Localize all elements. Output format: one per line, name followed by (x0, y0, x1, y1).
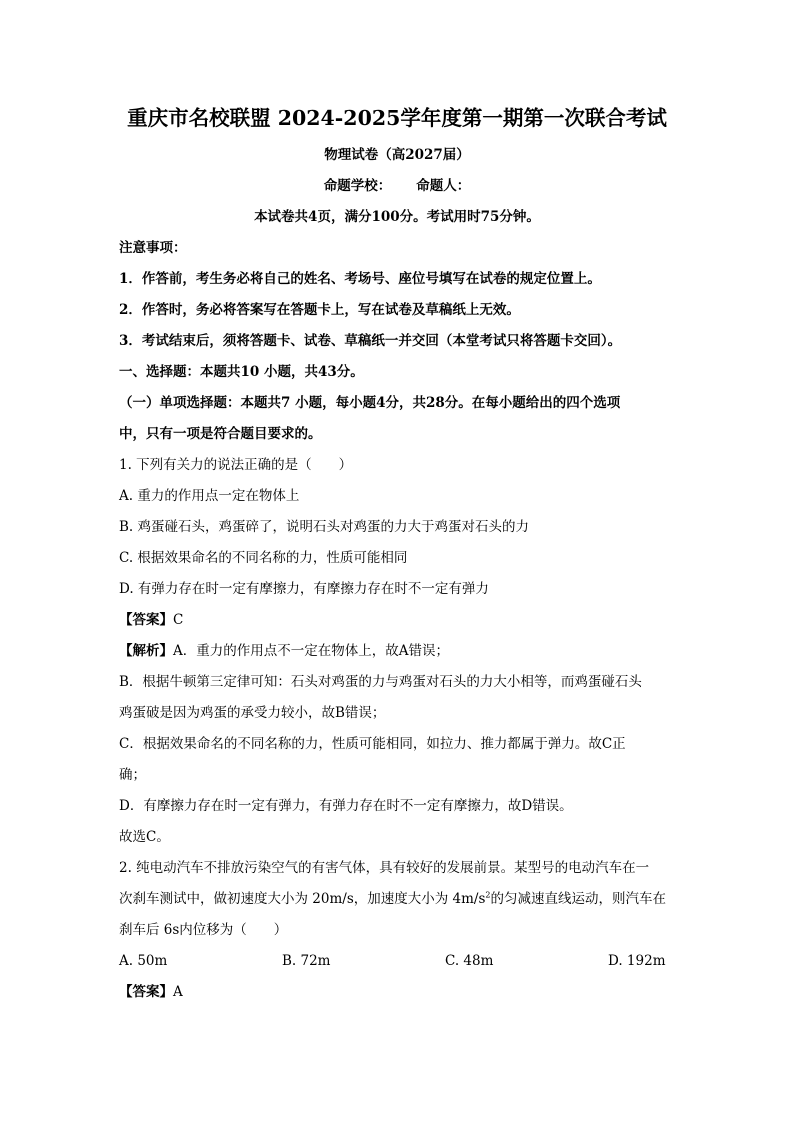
question-2-option-b: B. 72m (282, 953, 331, 969)
question-1-stem: 1. 下列有关力的说法正确的是（ ） (119, 457, 353, 473)
exam-subject: 物理试卷（高2027届） (324, 147, 470, 163)
question-1-option-d: D. 有弹力存在时一定有摩擦力，有摩擦力存在时不一定有弹力 (119, 581, 489, 597)
analysis-text: 鸡蛋破是因为鸡蛋的承受力较小，故B错误； (119, 705, 386, 721)
question-2-stem (119, 890, 666, 908)
question-1-option-b: B. 鸡蛋碰石头，鸡蛋碎了，说明石头对鸡蛋的力大于鸡蛋对石头的力 (119, 519, 530, 535)
question-1-analysis (119, 642, 449, 660)
section-instructions: （一）单项选择题：本题共7 小题，每小题4分，共28分。在每小题给出的四个选项 (119, 395, 621, 411)
analysis-text: B．根据牛顿第三定律可知：石头对鸡蛋的力与鸡蛋对石头的力大小相等，而鸡蛋碰石头 (119, 674, 642, 690)
analysis-text: D．有摩擦力存在时一定有弹力，有弹力存在时不一定有摩擦力，故D错误。 (119, 798, 573, 814)
exam-title: 重庆市名校联盟 2024-2025学年度第一期第一次联合考试 (127, 106, 667, 130)
exam-authorship: 命题学校： 命题人： (323, 178, 471, 194)
question-2-option-d: D. 192m (608, 953, 666, 969)
question-1-option-c: C. 根据效果命名的不同名称的力，性质可能相同 (119, 550, 408, 566)
stem-text: 次刹车测试中，做初速度大小为 20m/s，加速度大小为 4m/s (119, 891, 486, 907)
superscript: 2 (485, 890, 491, 900)
answer-value: A (173, 984, 183, 1000)
question-2-answer (119, 983, 183, 1001)
answer-tag: 【答案】 (119, 612, 173, 628)
notes-item: 2．作答时，务必将答案写在答题卡上，写在试卷及草稿纸上无效。 (119, 302, 520, 318)
notes-item: 1．作答前，考生务必将自己的姓名、考场号、座位号填写在试卷的规定位置上。 (119, 271, 601, 287)
question-2-stem: 2. 纯电动汽车不排放污染空气的有害气体，具有较好的发展前景。某型号的电动汽车在一 (119, 860, 650, 876)
section-heading: 一、选择题：本题共10 小题，共43分。 (119, 364, 364, 380)
notes-heading: 注意事项： (119, 240, 187, 256)
stem-text: 的匀减速直线运动，则汽车在 (490, 891, 666, 907)
exam-info: 本试卷共4页，满分100分。考试用时75分钟。 (254, 209, 540, 225)
question-2-option-a: A. 50m (119, 953, 168, 969)
question-2-stem: 刹车后 6s内位移为（ ） (119, 922, 288, 938)
question-1-conclusion: 故选C。 (119, 829, 170, 845)
question-1-option-a: A. 重力的作用点一定在物体上 (119, 488, 300, 504)
notes-item: 3．考试结束后，须将答题卡、试卷、草稿纸一并交回（本堂考试只将答题卡交回）。 (119, 333, 622, 349)
analysis-text: C．根据效果命名的不同名称的力，性质可能相同，如拉力、推力都属于弹力。故C正 (119, 736, 626, 752)
analysis-text: A．重力的作用点不一定在物体上，故A错误； (173, 643, 449, 659)
question-2-option-c: C. 48m (445, 953, 494, 969)
section-instructions: 中，只有一项是符合题目要求的。 (119, 426, 322, 442)
analysis-text: 确； (119, 767, 146, 783)
question-1-answer (119, 611, 183, 629)
analysis-tag: 【解析】 (119, 643, 173, 659)
answer-value: C (173, 612, 184, 628)
answer-tag: 【答案】 (119, 984, 173, 1000)
